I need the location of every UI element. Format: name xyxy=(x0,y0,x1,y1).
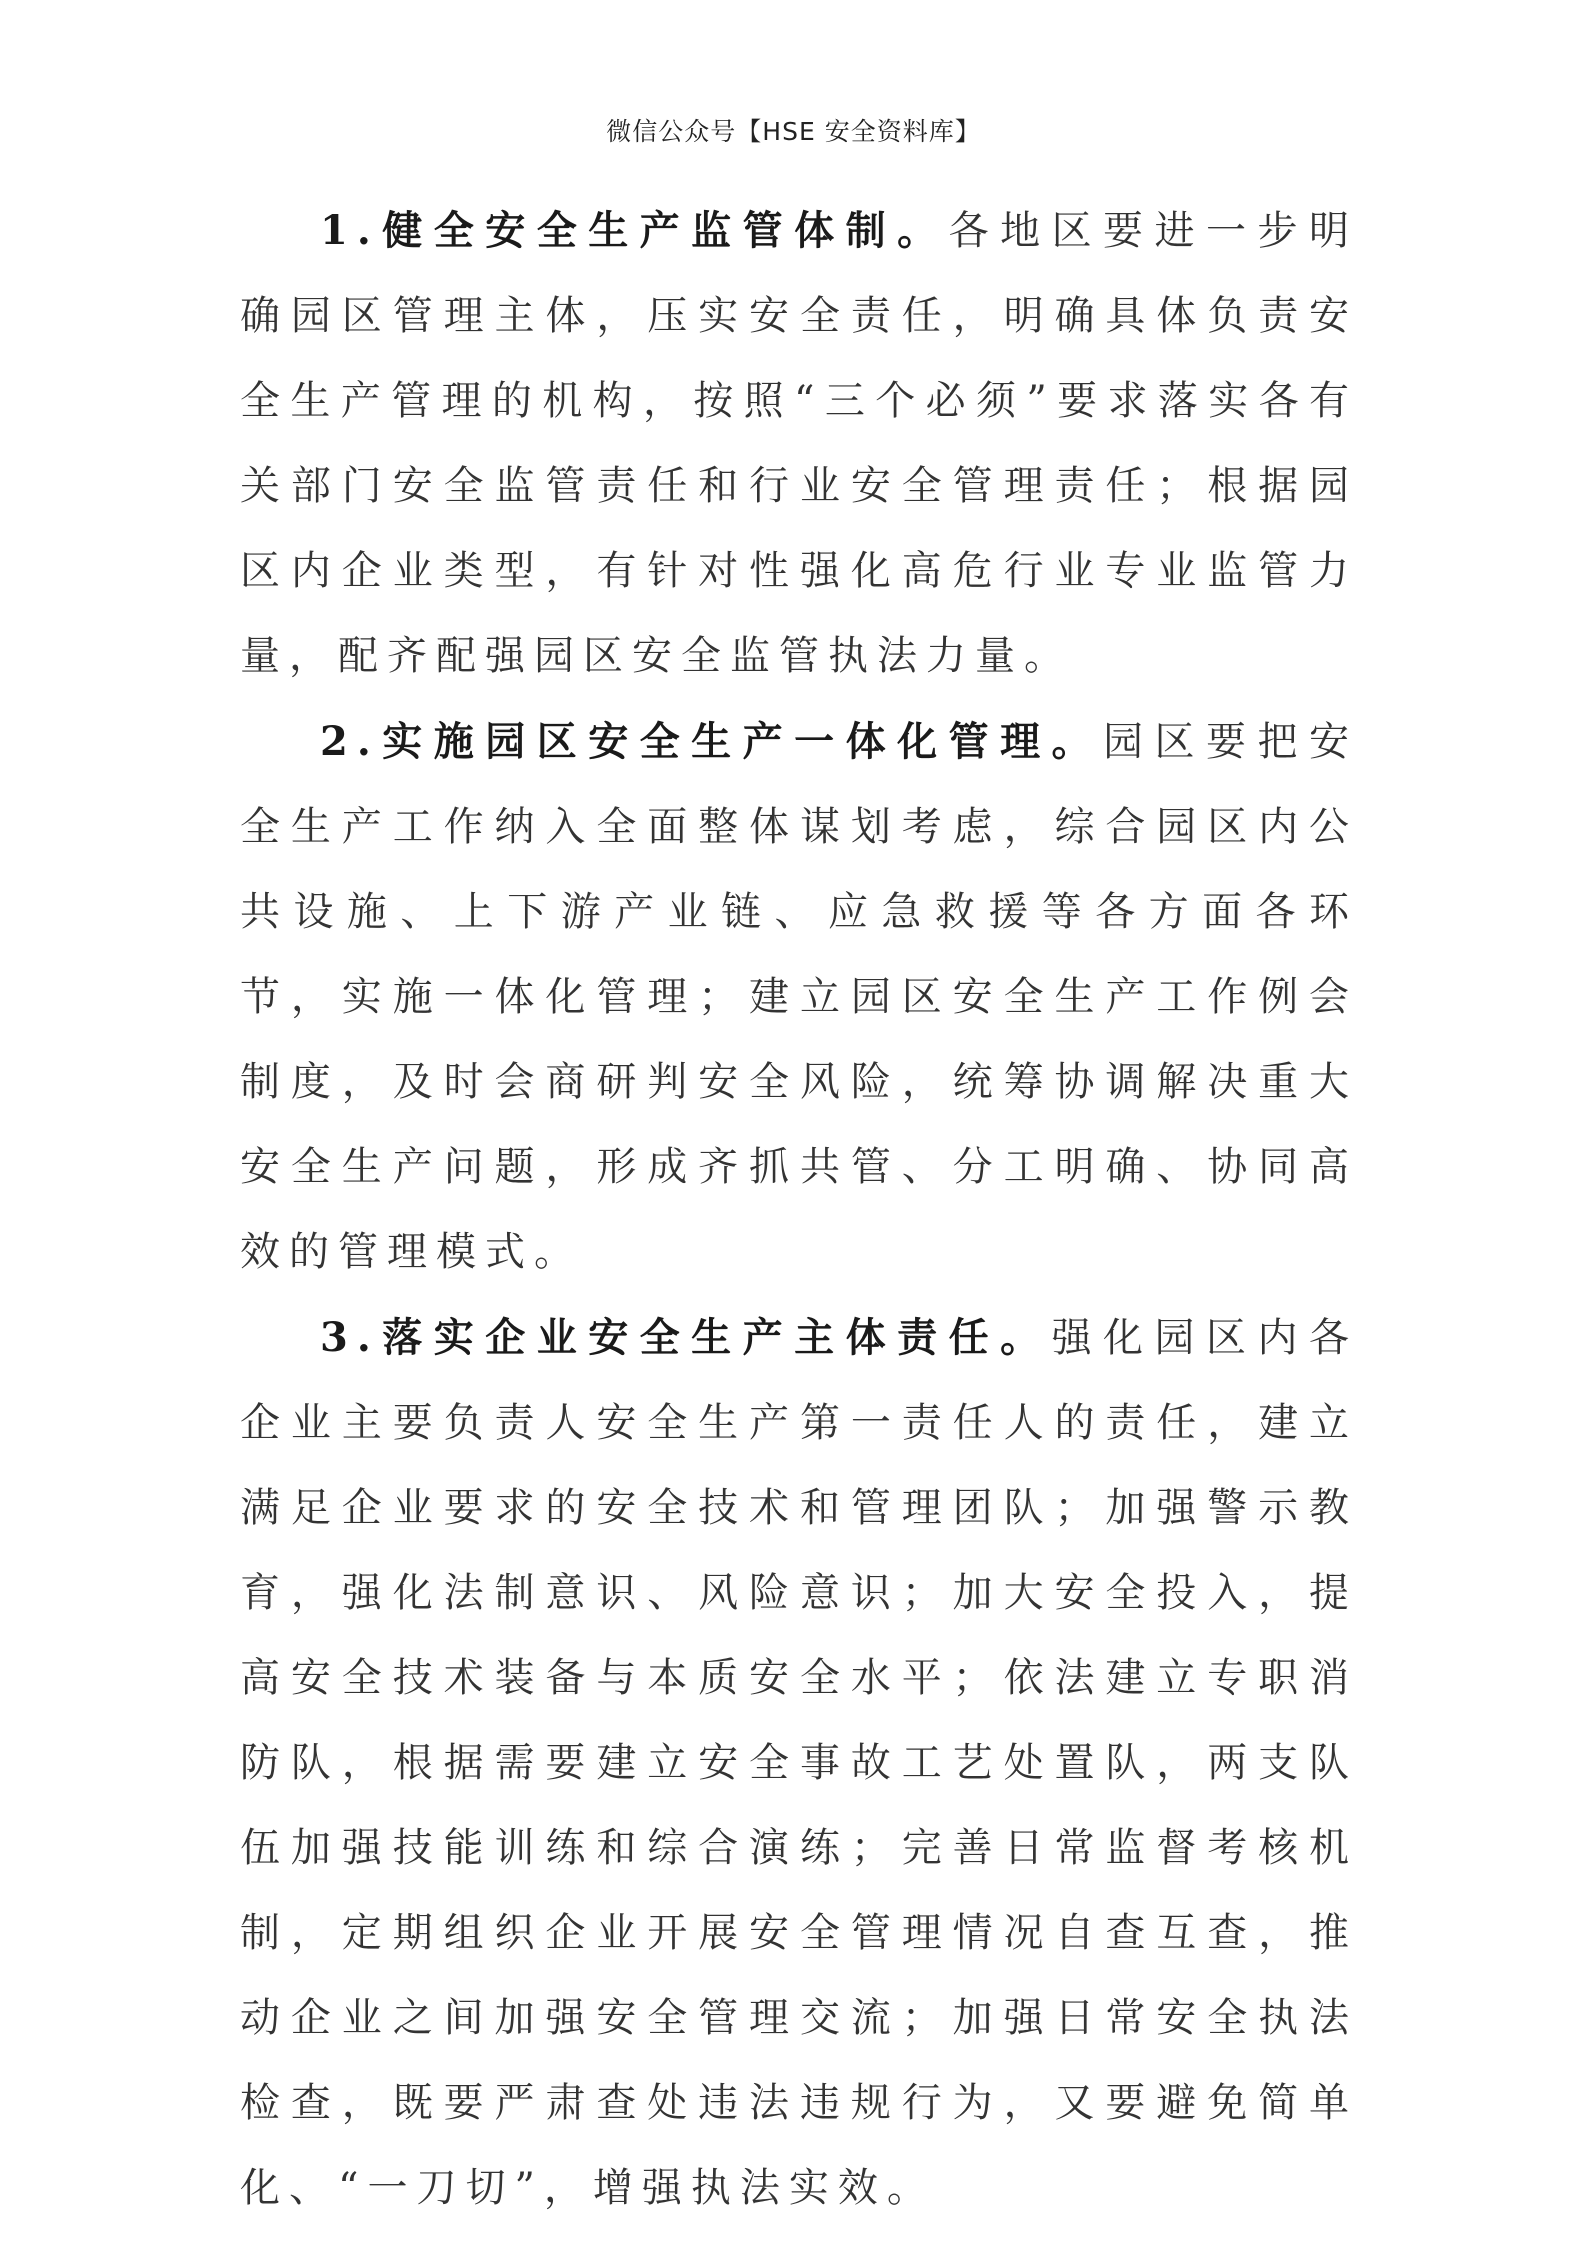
paragraph-3-heading: 3.落实企业安全生产主体责任。 xyxy=(320,1314,1052,1361)
paragraph-1-heading: 1.健全安全生产监管体制。 xyxy=(320,207,949,254)
paragraph-1 xyxy=(240,188,1358,699)
page-header: 微信公众号【HSE 安全资料库】 xyxy=(606,117,981,146)
paragraph-1-text: 各地区要进一步明确园区管理主体，压实安全责任，明确具体负责安全生产管理的机构，按照“三个必须”要求落实各有关部门安全监管责任和行业安全管理责任；根据园区内企业类型，有针对性强化高危行业专业监管力量，配齐配强园区安全监管执法力量。 xyxy=(240,208,1358,679)
paragraph-2 xyxy=(240,699,1358,1295)
paragraph-2-heading: 2.实施园区安全生产一体化管理。 xyxy=(320,718,1104,765)
paragraph-3-text: 强化园区内各企业主要负责人安全生产第一责任人的责任，建立满足企业要求的安全技术和管理团队；加强警示教育，强化法制意识、风险意识；加大安全投入，提高安全技术装备与本质安全水平；依法建立专职消防队，根据需要建立安全事故工艺处置队，两支队伍加强技能训练和综合演练；完善日常监督考核机制，定期组织企业开展安全管理情况自查互查，推动企业之间加强安全管理交流；加强日常安全执法检查，既要严肃查处违法违规行为，又要避免简单化、“一刀切”，增强执法实效。 xyxy=(240,1315,1358,2211)
paragraph-2-text: 园区要把安全生产工作纳入全面整体谋划考虑，综合园区内公共设施、上下游产业链、应急救援等各方面各环节，实施一体化管理；建立园区安全生产工作例会制度，及时会商研判安全风险，统筹协调解决重大安全生产问题，形成齐抓共管、分工明确、协同高效的管理模式。 xyxy=(240,719,1359,1275)
paragraph-3 xyxy=(240,1295,1358,2231)
document-body xyxy=(240,188,1358,2231)
